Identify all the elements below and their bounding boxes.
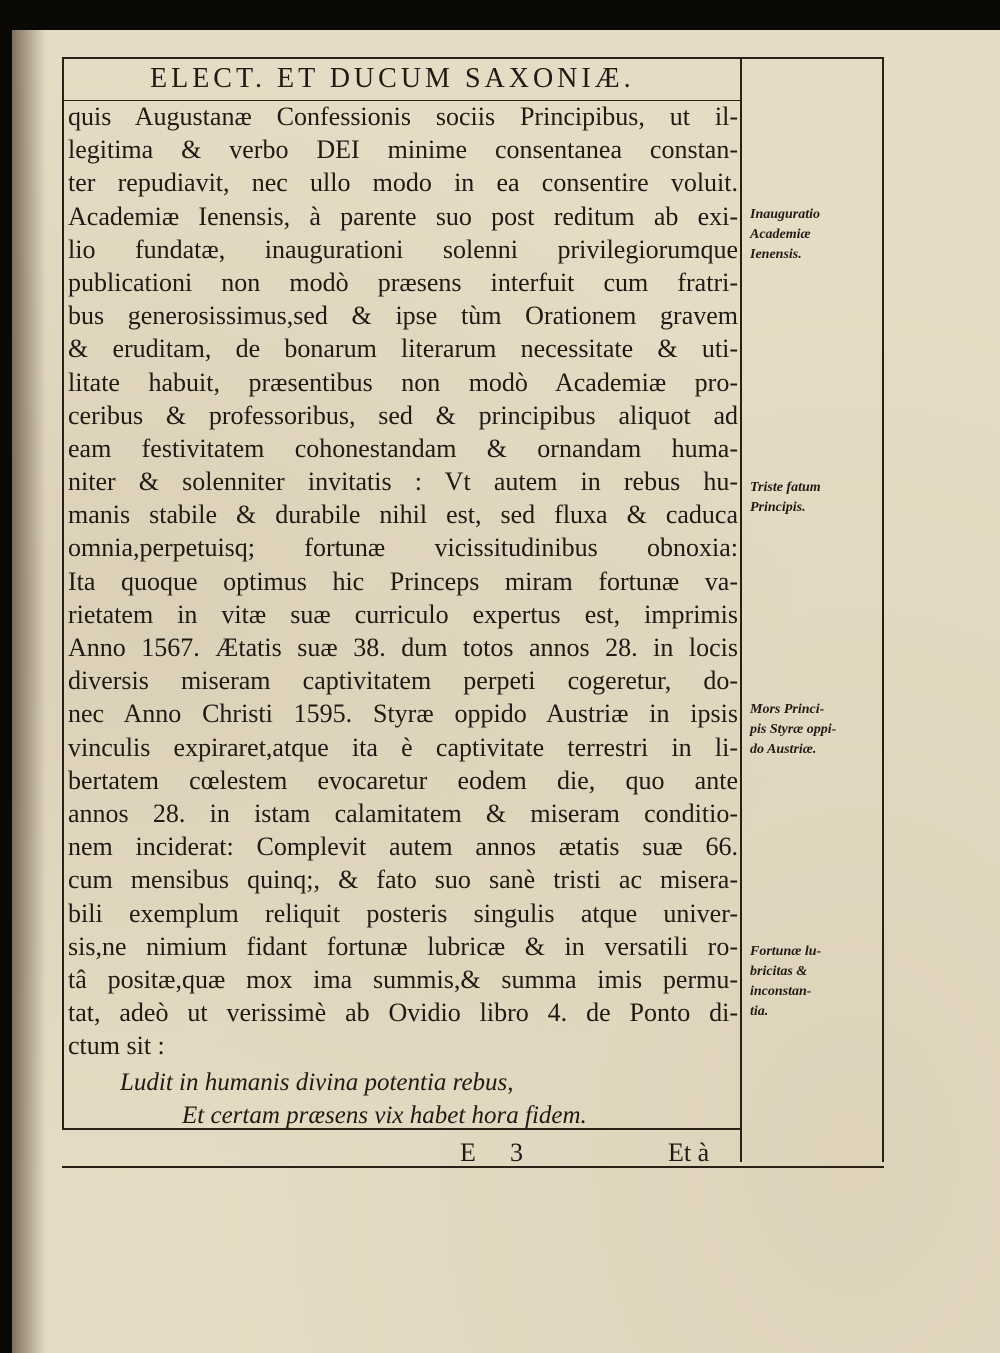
text-line: tat, adeò ut verissimè ab Ovidio libro 4. de Ponto di- [68, 998, 738, 1028]
margin-note-fortunae [750, 942, 868, 1022]
margin-note-line: Fortunæ lu- [750, 944, 822, 959]
text-line: cum mensibus quinq;, & fato suo sanè tristi ac misera- [68, 865, 738, 895]
text-line: sis,ne nimium fidant fortunæ lubricæ & in versatili ro- [68, 931, 738, 961]
text-line: tâ positæ,quæ mox ima summis,& summa imis permu- [68, 964, 738, 994]
text-line: manis stabile & durabile nihil est, sed fluxa & caduca [68, 500, 738, 530]
margin-note-line: Triste fatum [750, 480, 821, 495]
margin-note-inauguratio [750, 205, 868, 265]
text-line: bus generosissimus,sed & ipse tùm Orationem gravem [68, 301, 738, 331]
ovid-quotation [120, 1066, 720, 1132]
text-line: quis Augustanæ Confessionis sociis Principibus, ut il- [68, 102, 738, 131]
verse-line-2: Et certam præsens vix habet hora fidem. [182, 1102, 587, 1129]
text-line: rietatem in vitæ suæ curriculo expertus est, imprimis [68, 599, 738, 629]
running-header: ELECT. ET DUCUM SAXONIÆ. [150, 63, 635, 94]
margin-note-line: tia. [750, 1004, 769, 1019]
body-text [68, 100, 738, 1062]
margin-note-triste-fatum [750, 478, 868, 518]
margin-note-line: Ienensis. [750, 247, 802, 262]
text-line: annos 28. in istam calamitatem & miseram conditio- [68, 798, 738, 828]
text-line: lio fundatæ, inaugurationi solenni privilegiorumque [68, 234, 738, 264]
left-frame-rule [62, 57, 64, 1129]
text-line: Ita quoque optimus hic Princeps miram fortunæ va- [68, 566, 738, 596]
catchword: Et à [668, 1138, 710, 1167]
verse-line-1: Ludit in humanis divina potentia rebus, [120, 1069, 514, 1096]
right-frame-rule [882, 57, 884, 1162]
margin-note-line: Academiæ [750, 227, 811, 242]
text-line: legitima & verbo DEI minime consentanea constan- [68, 135, 738, 165]
top-rule [62, 57, 884, 59]
margin-note-line: Mors Princi- [750, 702, 825, 717]
margin-note-line: bricitas & [750, 964, 808, 979]
text-line: litate habuit, præsentibus non modò Academiæ pro- [68, 367, 738, 397]
margin-note-line: inconstan- [750, 984, 812, 999]
text-line: ter repudiavit, nec ullo modo in ea consentire voluit. [68, 168, 738, 198]
text-line: nem inciderat: Complevit autem annos ætatis suæ 66. [68, 832, 738, 862]
text-line: eam festivitatem cohonestandam & ornandam huma- [68, 433, 738, 463]
text-line: Academiæ Ienensis, à parente suo post reditum ab exi- [68, 201, 738, 231]
signature-mark: E [460, 1138, 476, 1167]
text-line-last: ctum sit : [68, 1031, 165, 1061]
margin-note-line: Inauguratio [750, 207, 821, 222]
margin-note-line: do Austriæ. [750, 742, 817, 757]
column-divider-rule [740, 57, 742, 1162]
text-line: niter & solenniter invitatis : Vt autem in rebus hu- [68, 467, 738, 497]
margin-note-mors-principis [750, 700, 868, 760]
signature-number: 3 [510, 1138, 523, 1167]
text-line: vinculis expiraret,atque ita è captivitate terrestri in li- [68, 732, 738, 762]
text-line: bili exemplum reliquit posteris singulis atque univer- [68, 898, 738, 928]
text-line: omnia,perpetuisq; fortunæ vicissitudinibus obnoxia: [68, 533, 738, 563]
text-line: Anno 1567. Ætatis suæ 38. dum totos annos 28. in locis [68, 633, 738, 662]
text-line: publicationi non modò præsens interfuit cum fratri- [68, 267, 738, 297]
text-line: bertatem cœlestem evocaretur eodem die, quo ante [68, 765, 738, 795]
text-line: ceribus & professoribus, sed & principibus aliquot ad [68, 400, 738, 430]
margin-note-line: pis Styræ oppi- [750, 722, 837, 737]
text-line: diversis miseram captivitatem perpeti cogeretur, do- [68, 666, 738, 696]
margin-note-line: Principis. [750, 500, 806, 515]
text-line: & eruditam, de bonarum literarum necessitate & uti- [68, 334, 738, 364]
page-gutter-shadow [12, 30, 46, 1353]
text-line: nec Anno Christi 1595. Styræ oppido Austriæ in ipsis [68, 699, 738, 729]
